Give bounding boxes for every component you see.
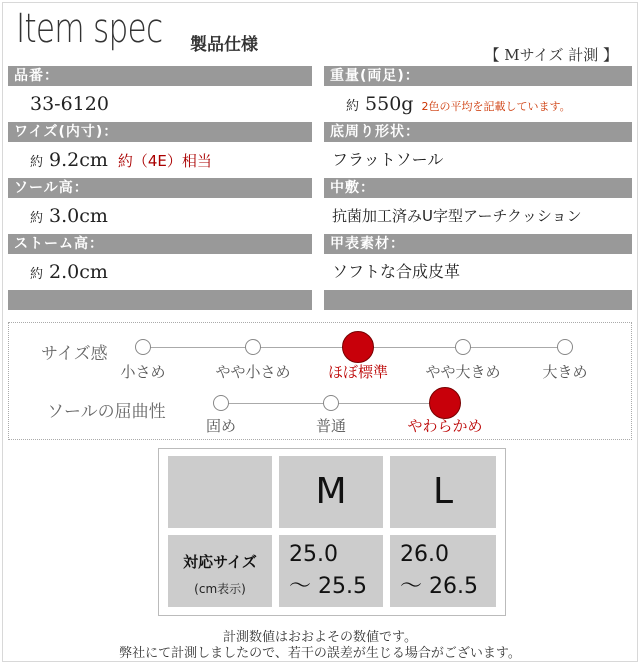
- footer-note-2: 弊社にて計測しましたので、若干の誤差が生じる場合がございます。: [119, 646, 521, 661]
- sole-flex-label: ソールの屈曲性: [47, 402, 166, 422]
- fit-size-unit: (cm表示): [194, 582, 246, 596]
- spec-label-insole: 中敷：: [324, 178, 632, 198]
- size-header-l: L: [390, 456, 496, 528]
- fit-size-row-header: [168, 535, 272, 607]
- size-feel-option-dot-4[interactable]: [557, 339, 573, 355]
- size-feel-option-dot-1[interactable]: [245, 339, 261, 355]
- weight-value: 550g: [365, 93, 414, 115]
- spec-label-hinban: 品番：: [8, 66, 312, 86]
- left-column-footer-bar: [8, 290, 312, 310]
- spec-value-insole: 抗菌加工済みU字型アーチクッション: [332, 207, 582, 225]
- sole-flex-option-label-2: やわらかめ: [407, 417, 483, 435]
- width-value: 9.2cm: [49, 149, 108, 171]
- right-column-footer-bar: [324, 290, 632, 310]
- measure-note: 【 Mサイズ 計測 】: [484, 46, 618, 64]
- size-feel-option-label-3: やや大きめ: [425, 363, 501, 381]
- page-title: Item spec: [16, 6, 163, 52]
- spec-value-sole-shape: フラットソール: [332, 150, 444, 169]
- size-range-m-from: 25.0: [289, 542, 338, 567]
- weight-prefix: 約: [346, 99, 360, 114]
- size-range-l-to: ～ 26.5: [400, 574, 478, 599]
- spec-value-upper: ソフトな合成皮革: [332, 262, 461, 281]
- size-feel-option-dot-3[interactable]: [455, 339, 471, 355]
- weight-note: 2色の平均を記載しています。: [421, 100, 571, 113]
- spec-value-weight: [346, 86, 571, 122]
- spec-label-sole-height: ソール高：: [8, 178, 312, 198]
- spec-value-sole-height: [30, 198, 108, 234]
- sole-height-value: 3.0cm: [49, 205, 108, 227]
- spec-value-storm: [30, 254, 108, 290]
- sole-flex-option-label-1: 普通: [315, 417, 347, 435]
- spec-value-hinban: [30, 86, 109, 122]
- size-feel-option-label-2: ほぼ標準: [327, 363, 389, 381]
- storm-value: 2.0cm: [49, 261, 108, 283]
- size-table-corner: [168, 456, 272, 528]
- fit-scales: [8, 322, 632, 440]
- spec-label-sole-shape: 底周り形状：: [324, 122, 632, 142]
- width-extra: 約（4E）相当: [117, 152, 212, 170]
- width-prefix: 約: [30, 155, 44, 170]
- size-feel-option-dot-0[interactable]: [135, 339, 151, 355]
- size-range-m: [279, 535, 383, 607]
- size-feel-option-label-0: 小さめ: [120, 363, 166, 381]
- spec-label-weight: 重量(両足)：: [324, 66, 632, 86]
- sole-flex-option-label-0: 固め: [205, 417, 237, 435]
- sole-height-prefix: 約: [30, 211, 44, 226]
- size-feel-option-label-4: 大きめ: [542, 363, 588, 381]
- hinban-value: 33-6120: [30, 93, 109, 115]
- storm-prefix: 約: [30, 267, 44, 282]
- sole-flex-option-dot-0[interactable]: [213, 395, 229, 411]
- page-subtitle: 製品仕様: [190, 35, 258, 55]
- size-range-l: [390, 535, 496, 607]
- fit-size-title: 対応サイズ: [183, 553, 257, 571]
- size-feel-label: サイズ感: [41, 344, 108, 364]
- spec-value-width: [30, 142, 212, 178]
- size-range-l-from: 26.0: [400, 542, 449, 567]
- spec-label-upper: 甲表素材：: [324, 234, 632, 254]
- size-feel-option-dot-2[interactable]: [342, 331, 374, 363]
- size-header-m: M: [279, 456, 383, 528]
- size-range-m-to: ～ 25.5: [289, 574, 367, 599]
- size-feel-option-label-1: やや小さめ: [215, 363, 291, 381]
- spec-label-width: ワイズ(内寸)：: [8, 122, 312, 142]
- size-table: [158, 448, 506, 616]
- footer-note-1: 計測数値はおおよその数値です。: [223, 630, 417, 645]
- sole-flex-option-dot-1[interactable]: [323, 395, 339, 411]
- spec-label-storm: ストーム高：: [8, 234, 312, 254]
